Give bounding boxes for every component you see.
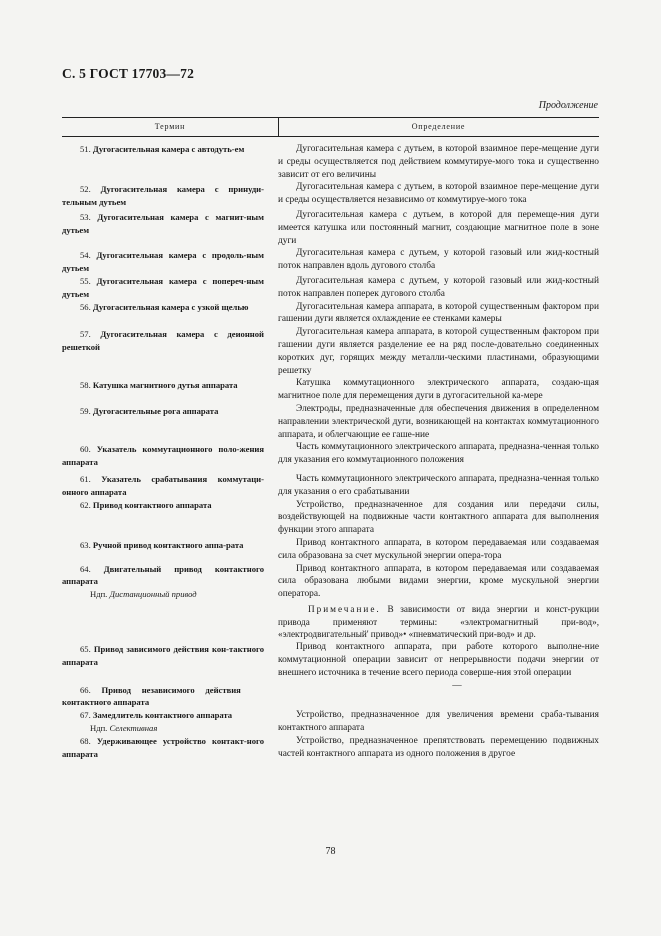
term-cell: 58. Катушка магнитного дутья аппарата — [80, 380, 238, 391]
term-name: Дугогасительные рога аппарата — [92, 405, 219, 416]
term-name: Двигательный привод контактного аппарата — [62, 563, 264, 587]
term-name: Катушка магнитного дутья аппарата — [92, 380, 238, 391]
table-row — [62, 326, 599, 377]
definition-cell: Часть коммутационного электрического аппарата, предназна-ченная только для указания о его срабатывании — [278, 473, 599, 497]
table-top-rule — [62, 117, 599, 118]
term-cell: 51. Дугогасительная камера с автодуть-ем — [80, 144, 245, 154]
definition-cell: Привод контактного аппарата, при работе которого выполне-ние коммутационной операции зависит от непрерывности подачи энергии от внешнего источника в течение всего периода соверше-ния этой операции — [278, 642, 599, 678]
term-cell: 55. Дугогасительная камера с попереч-ным дутьем — [62, 275, 264, 299]
table-row — [62, 301, 599, 327]
term-name: Удерживающее устройство контакт-ного аппарата — [62, 735, 264, 759]
term-name: Дугогасительная камера с автодуть-ем — [92, 144, 245, 154]
column-header-definition: Определение — [411, 122, 466, 131]
term-name: Указатель коммутационного поло-жения аппарата — [62, 444, 265, 468]
definition-cell: Устройство, предназначенное препятствовать перемещению подвижных частей контактного аппарата из одного положения в другое — [278, 735, 599, 759]
definition-cell: Катушка коммутационного электрического аппарата, создаю-щая магнитное поле для перемещения дуги в дугогасительной ка-мере — [278, 378, 599, 402]
term-name: Дугогасительная камера с деионной решеткой — [62, 329, 264, 352]
term-name: Привод независимого действия контактного аппарата — [62, 684, 241, 708]
term-name: Привод зависимого действия кон-тактного аппарата — [62, 644, 264, 668]
table-row — [62, 143, 599, 181]
definition-cell: Устройство, предназначенное для увеличения времени сраба-тывания контактного аппарата — [278, 710, 599, 734]
term-cell: 59. Дугогасительные рога аппарата — [80, 405, 219, 416]
term-name: Дугогасительная камера с принуди-тельным дутьем — [62, 184, 264, 208]
definition-cell: Дугогасительная камера с дутьем, в которой взаимное пере-мещение дуги и среды осуществляется независимо от коммутируе-мого тока — [278, 182, 599, 206]
nonrecommended-synonym: Ндп. Селективная — [90, 723, 158, 734]
term-name: Дугогасительная камера с магнит-ным дутьем — [62, 211, 264, 235]
term-cell: 67. Замедлитель контактного аппарата Ндп. Селективная — [62, 709, 278, 735]
term-cell: 63. Ручной привод контактного аппа-рата — [80, 539, 244, 550]
term-cell: 54. Дугогасительная камера с продоль-ным дутьем — [62, 250, 264, 274]
definition-cell: Дугогасительная камера аппарата, в которой существенным фактором при гашении дуги является охлаждение ее стенками камеры — [278, 301, 599, 325]
table-row — [62, 537, 599, 563]
table-row — [62, 209, 599, 247]
term-name: Указатель срабатывания коммутаци-онного аппарата — [62, 473, 264, 497]
term-cell: 66. Привод независимого действия контактного аппарата — [62, 684, 241, 708]
table-row — [62, 709, 599, 735]
document-header: С. 5 ГОСТ 17703—72 — [62, 66, 195, 81]
table-row — [62, 469, 599, 499]
term-cell: 62. Привод контактного аппарата — [80, 499, 212, 510]
table-row — [62, 641, 599, 679]
term-name: Дугогасительная камера с попереч-ным дутьем — [62, 275, 264, 299]
table-row — [62, 499, 599, 537]
page-number: 78 — [325, 846, 336, 857]
definition-cell: Привод контактного аппарата, в котором передаваемая или создаваемая сила образована любыми видами энергии, кроме мускульной энергии оператора. Примечание. В зависимости от вида энергии и конст-рукции привода применяют термины: «электромагнитный при-вод», «электродвигательный' привод»• «пневматический при-вод» и др. — [278, 563, 600, 640]
table-row — [62, 680, 599, 710]
term-cell: 61. Указатель срабатывания коммутаци-онного аппарата — [62, 473, 264, 497]
term-name: Привод контактного аппарата — [92, 499, 212, 510]
table-header-rule — [62, 136, 599, 137]
table-row — [62, 247, 599, 275]
definition-note: Примечание. В зависимости от вида энергии и конст-рукции привода применяют термины: «электромагнитный при-вод», «электродвигательный' привод»• «пневматический при-вод» и др. — [278, 603, 600, 640]
nonrecommended-synonym: Ндп. Дистанционный привод — [90, 589, 197, 600]
term-name: Замедлитель контактного аппарата — [92, 710, 233, 721]
definition-cell: Дугогасительная камера с дутьем, у которой газовый или жид-костный поток направлен поперек дугового столба — [278, 275, 599, 299]
definition-cell: Часть коммутационного электрического аппарата, предназна-ченная только для указания его коммутационного положения — [278, 442, 599, 466]
term-cell: 64. Двигательный привод контактного аппарата Ндп. Дистанционный привод — [62, 563, 264, 600]
table-row — [62, 181, 599, 209]
term-cell: 53. Дугогасительная камера с магнит-ным дутьем — [62, 211, 264, 235]
table-row — [62, 563, 599, 642]
term-cell: 68. Удерживающее устройство контакт-ного аппарата — [62, 735, 264, 759]
term-name: Дугогасительная камера с узкой щелью — [92, 301, 249, 312]
term-name: Ручной привод контактного аппа-рата — [92, 539, 244, 550]
term-cell: 57. Дугогасительная камера с деионной решеткой — [62, 329, 264, 352]
definition-cell: Привод контактного аппарата, в котором передаваемая или создаваемая сила образована за счет мускульной энергии опера-тора — [278, 537, 599, 561]
definition-cell: Электроды, предназначенные для обеспечения движения в определенном направлении электрической дуги, возникающей на контактах коммутационного аппарата, и облегчающие ее гаше-ние — [278, 403, 599, 440]
definition-cell: Устройство, предназначенное для создания или передачи силы, воздействующей на подвижные части контактного аппарата для выполнения функции этого аппарата — [278, 499, 599, 536]
definition-cell: Дугогасительная камера с дутьем, у которой газовый или жид-костный поток направлен вдоль дугового столба — [278, 248, 599, 272]
term-cell: 60. Указатель коммутационного поло-жения аппарата — [62, 444, 265, 468]
table-row — [62, 275, 599, 301]
table-row — [62, 377, 599, 403]
definition-cell: Дугогасительная камера с дутьем, в которой взаимное пере-мещение дуги и среды осуществляется под действием коммутируе-мого тока и существенно зависит от его величины — [278, 144, 599, 180]
definition-cell: — — [452, 680, 462, 691]
term-cell: 65. Привод зависимого действия кон-тактного аппарата — [62, 644, 264, 668]
table-row — [62, 403, 599, 441]
definition-cell: Дугогасительная камера с дутьем, в которой для перемеще-ния дуги имеется катушка или постоянный магнит, создающие магнитное поле в зоне дуги — [278, 209, 599, 246]
term-cell: 52. Дугогасительная камера с принуди-тельным дутьем — [62, 184, 264, 208]
column-header-term: Термин — [154, 122, 186, 131]
terms-table — [62, 143, 599, 760]
continued-label: Продолжение — [538, 100, 598, 111]
definition-cell: Дугогасительная камера аппарата, в которой существенным фактором при гашении дуги является разделение ее на ряд после-довательно соединенных коротких дуг, горящих между металли-ческими пластинами, образующими решетку — [278, 327, 599, 376]
table-row — [62, 441, 599, 469]
table-row — [62, 735, 599, 761]
term-name: Дугогасительная камера с продоль-ным дутьем — [62, 250, 264, 274]
term-cell: 56. Дугогасительная камера с узкой щелью — [80, 301, 249, 312]
